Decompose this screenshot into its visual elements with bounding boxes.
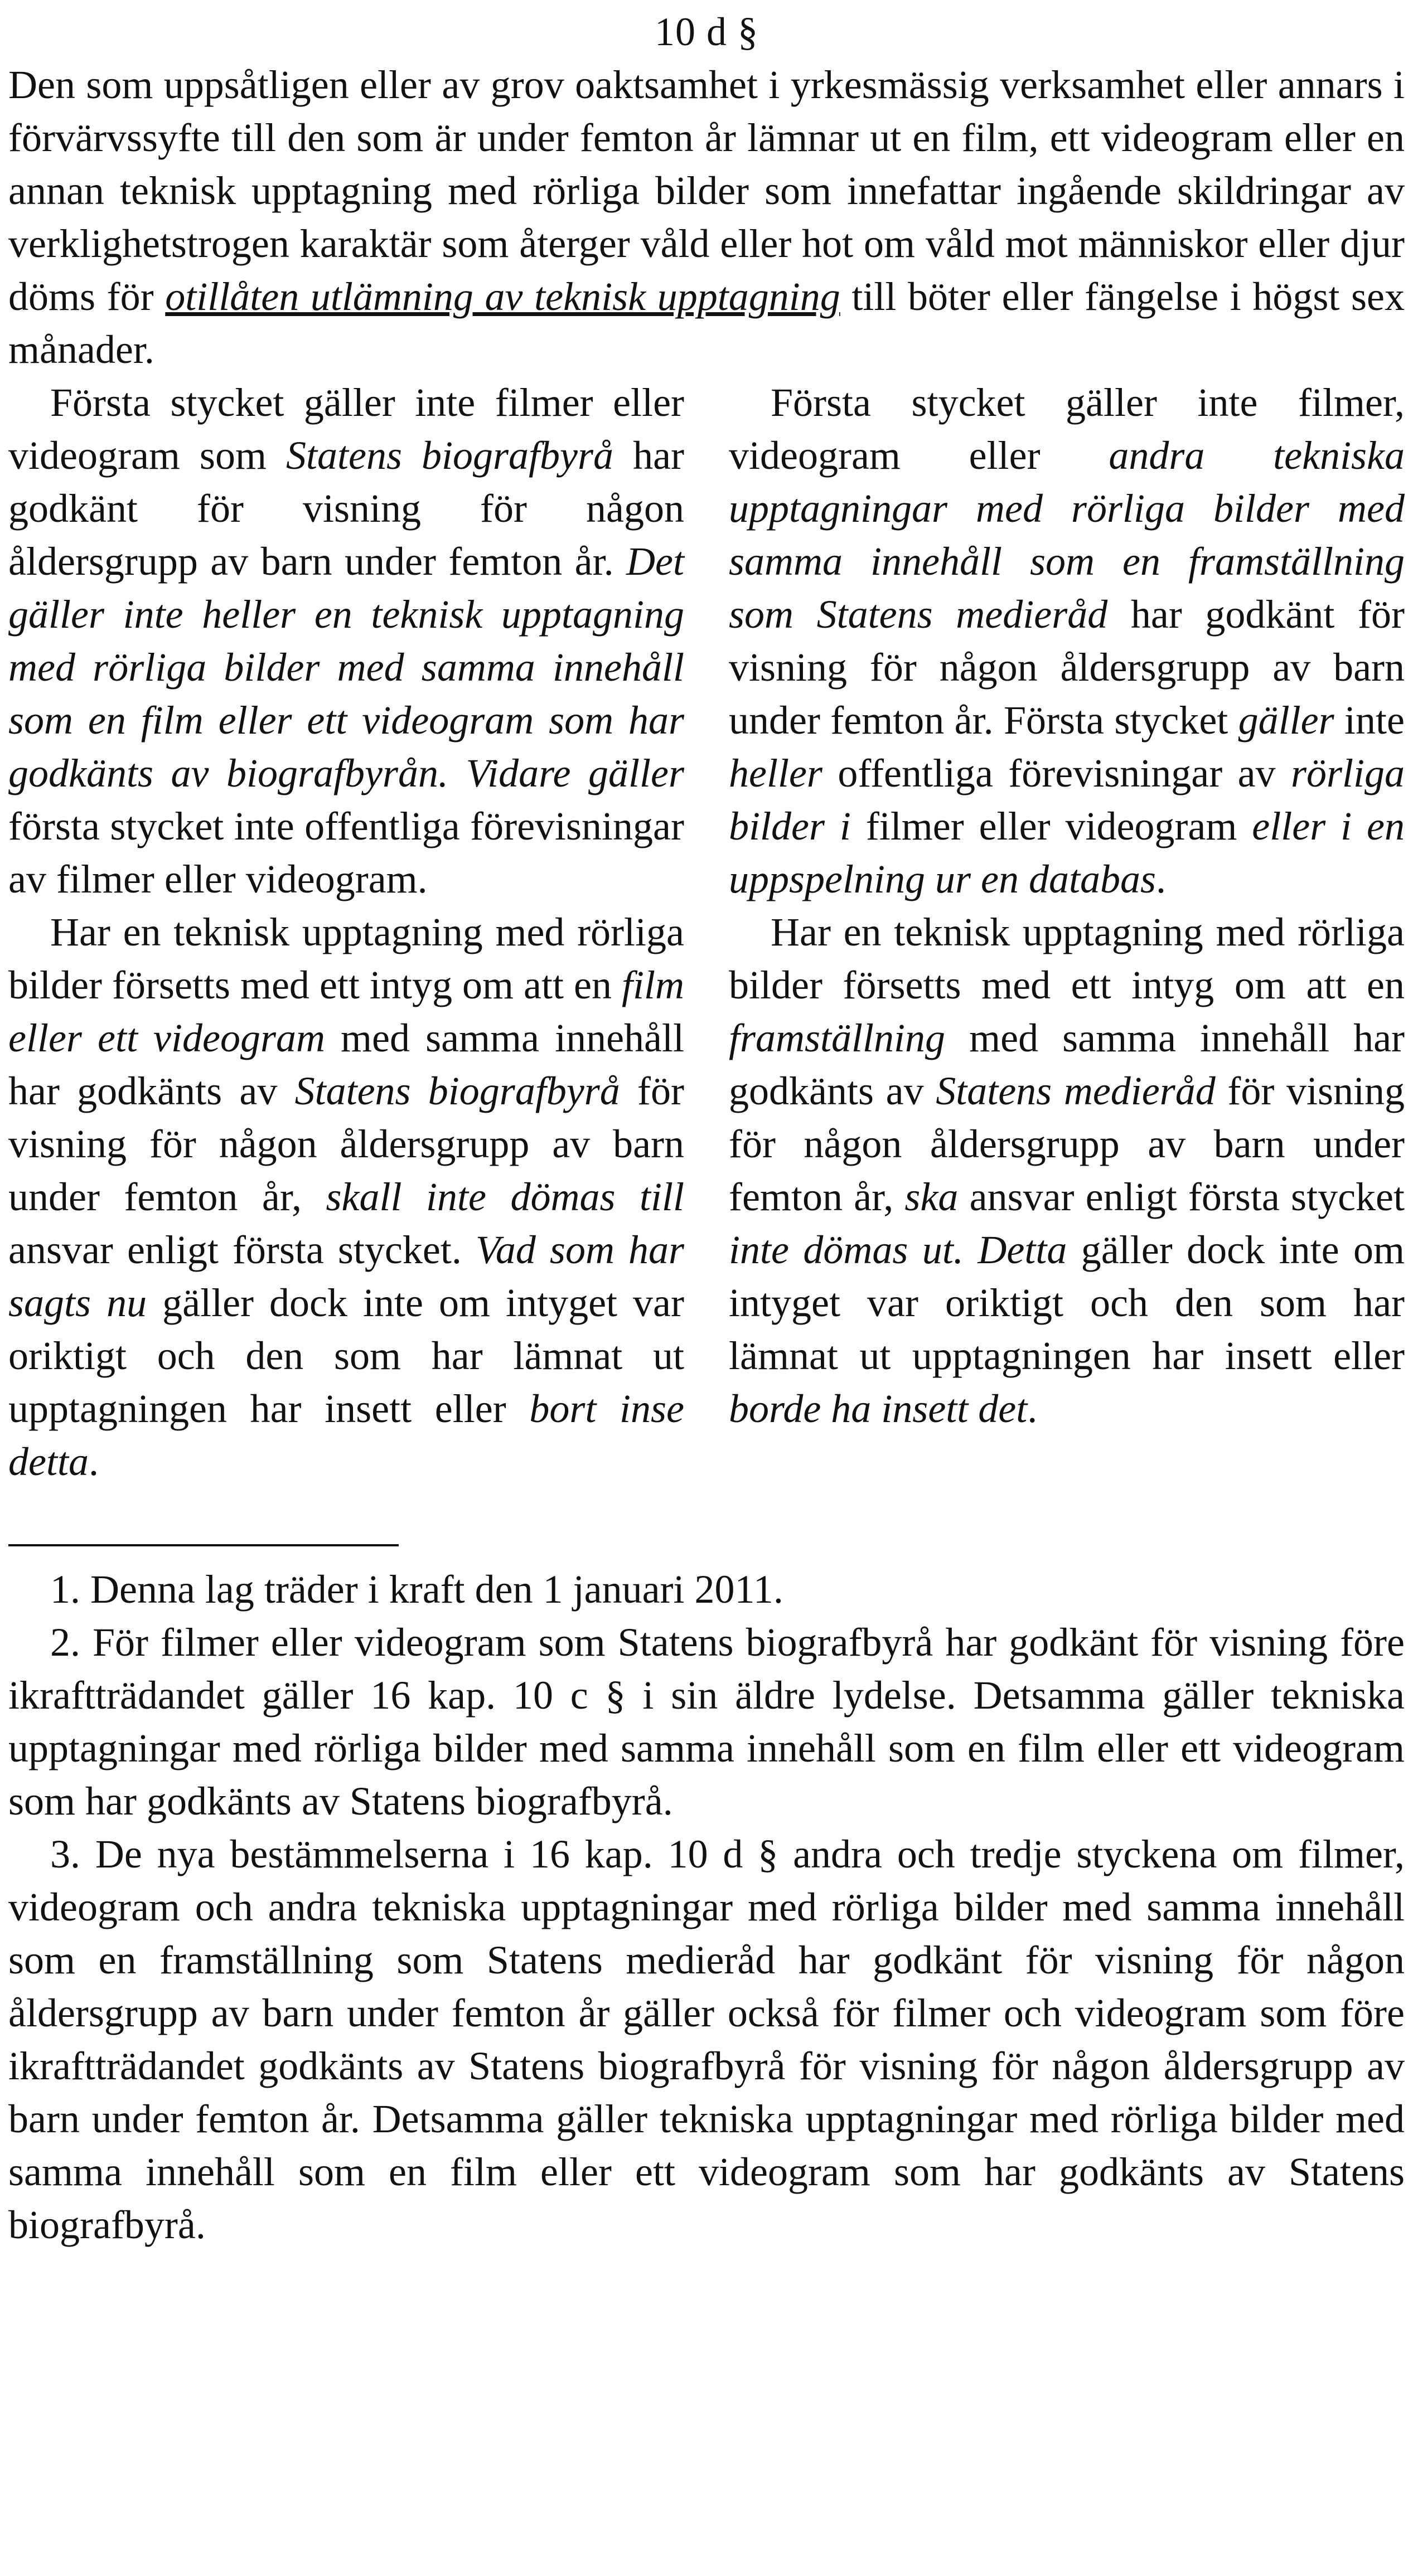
- italic-text-run: heller: [729, 751, 822, 795]
- text-run: gäller dock inte om intyget var oriktigt och den som har lämnat ut upptagningen har insett eller: [8, 1280, 684, 1431]
- text-run: ansvar enligt första stycket.: [8, 1228, 476, 1272]
- italic-text-run: film eller ett videogram: [8, 963, 684, 1060]
- italic-text-run: Statens biografbyrå: [286, 433, 614, 478]
- left-paragraph-1: [8, 376, 684, 906]
- text-run: .: [1155, 857, 1166, 901]
- italic-text-run: Statens biografbyrå: [294, 1069, 620, 1113]
- text-run: första stycket inte offentliga förevisningar av filmer eller videogram.: [8, 804, 684, 901]
- italic-text-run: framställning: [729, 1016, 946, 1060]
- italic-text-run: eller i en uppspelning ur en databas: [729, 804, 1405, 901]
- italic-text-run: skall inte dömas till: [326, 1175, 684, 1219]
- text-run: har godkänt för visning för någon åldersgrupp av barn under femton år.: [8, 433, 684, 584]
- text-run: med samma innehåll har godkänts av: [729, 1016, 1405, 1113]
- text-run: inte: [1334, 698, 1405, 743]
- italic-text-run: Vad som har sagts nu: [8, 1228, 684, 1325]
- left-column-current-wording: [8, 376, 684, 1488]
- italic-text-run: borde ha insett det: [729, 1386, 1028, 1431]
- footnote-2: 2. För filmer eller videogram som Statens biografbyrå har godkänt för visning före ikraftträdandet gäller 16 kap. 10 c § i sin äldre lydelse. Detsamma gäller tekniska upptagningar med rörliga bilder med samma innehåll som en film eller ett videogram som har godkänts av Statens biografbyrå.: [8, 1620, 1405, 1823]
- italic-text-run: Det gäller inte heller en teknisk upptagning med rörliga bilder med samma innehåll som en film eller ett videogram som har godkänts av biografbyrån. Vidare gäller: [8, 539, 684, 795]
- intro-text-after: till böter eller fängelse i högst sex månader.: [8, 274, 1405, 372]
- text-run: Första stycket gäller inte filmer, videogram eller: [729, 380, 1405, 478]
- text-run: .: [1027, 1386, 1038, 1431]
- text-run: offentliga förevisningar av: [822, 751, 1291, 795]
- italic-text-run: andra tekniska upptagningar med rörliga bilder med samma innehåll som en framställning som Statens medieråd: [729, 433, 1405, 637]
- intro-paragraph: [8, 59, 1405, 376]
- italic-text-run: inte dömas ut. Detta: [729, 1228, 1067, 1272]
- italic-text-run: Statens medieråd: [936, 1069, 1216, 1113]
- comparison-columns: [8, 376, 1405, 1488]
- italic-text-run: bort inse detta: [8, 1386, 684, 1484]
- text-run: Första stycket gäller inte filmer eller videogram som: [8, 380, 684, 478]
- footnote-divider: [8, 1544, 399, 1546]
- footnote-3: 3. De nya bestämmelserna i 16 kap. 10 d § andra och tredje styckena om filmer, videogram och andra tekniska upptagningar med rörliga bilder med samma innehåll som en framställning som Statens medieråd har godkänt för visning för någon åldersgrupp av barn under femton år gäller också för filmer och videogram som före ikraftträdandet godkänts av Statens biografbyrå för visning för någon åldersgrupp av barn under femton år. Detsamma gäller tekniska upptagningar med rörliga bilder med samma innehåll som en film eller ett videogram som har godkänts av Statens biografbyrå.: [8, 1832, 1405, 2247]
- text-run: .: [88, 1439, 99, 1484]
- text-run: gäller dock inte om intyget var oriktigt och den som har lämnat ut upptagningen har insett eller: [729, 1228, 1405, 1378]
- text-run: ansvar enligt första stycket: [958, 1175, 1405, 1219]
- section-heading: 10 d §: [655, 9, 758, 54]
- text-run: för visning för någon åldersgrupp av barn under femton år,: [729, 1069, 1405, 1219]
- italic-text-run: rörliga bilder i: [729, 751, 1405, 848]
- text-run: Har en teknisk upptagning med rörliga bilder försetts med ett intyg om att en: [8, 910, 684, 1007]
- text-run: med samma innehåll har godkänts av: [8, 1016, 685, 1113]
- text-run: har godkänt för visning för någon åldersgrupp av barn under femton år. Första stycket: [729, 592, 1405, 743]
- text-run: Har en teknisk upptagning med rörliga bilder försetts med ett intyg om att en: [729, 910, 1405, 1007]
- italic-text-run: gäller: [1238, 698, 1334, 743]
- text-run: filmer eller videogram: [850, 804, 1252, 848]
- right-paragraph-2: [729, 906, 1405, 1435]
- footnote-1: 1. Denna lag träder i kraft den 1 januari 2011.: [50, 1567, 783, 1612]
- intro-text-before: Den som uppsåtligen eller av grov oaktsamhet i yrkesmässig verksamhet eller annars i förvärvssyfte till den som är under femton år lämnar ut en film, ett videogram eller en annan teknisk upptagning med rörliga bilder som innefattar ingående skildringar av verklighetstrogen karaktär som återger våld eller hot om våld mot människor eller djur döms för: [8, 62, 1405, 319]
- text-run: för visning för någon åldersgrupp av barn under femton år,: [8, 1069, 684, 1219]
- crime-name: otillåten utlämning av teknisk upptagning: [165, 274, 840, 319]
- right-column-proposed-wording: [729, 376, 1405, 1488]
- italic-text-run: ska: [904, 1175, 959, 1219]
- footnotes: [8, 1563, 1405, 2252]
- right-paragraph-1: [729, 376, 1405, 906]
- left-paragraph-2: [8, 906, 684, 1488]
